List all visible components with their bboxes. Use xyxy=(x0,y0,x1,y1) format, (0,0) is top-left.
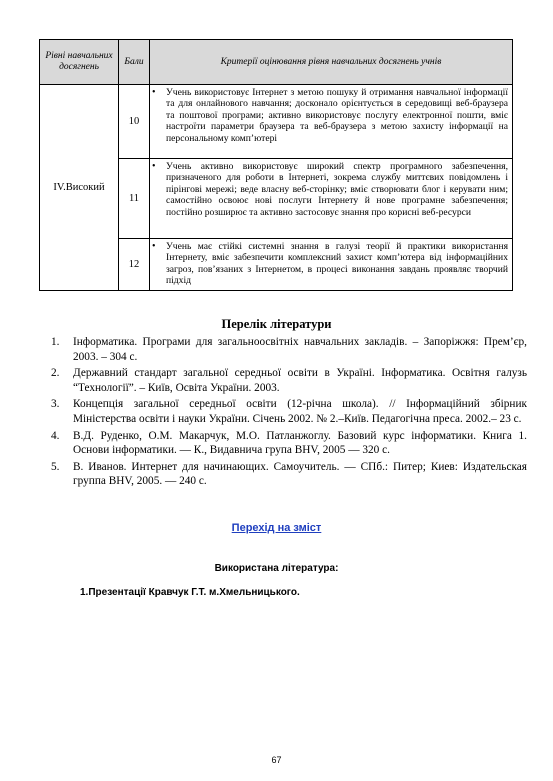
score-cell: 11 xyxy=(119,159,150,239)
criteria-text: Учень має стійкі системні знання в галузі теорії й практики використання Інтернету, вміє забезпечити комплексний захист комп’ютера від інформаційних загроз, пов’язаних з Інтернетом, в процесі виконання завдань проявляє творчий підхід xyxy=(166,241,508,287)
criteria-cell xyxy=(150,85,513,159)
list-item-text: В. Иванов. Интернет для начинающих. Самоучитель. — СПб.: Питер; Киев: Издательская группа BHV, 2005. — 240 с. xyxy=(73,460,527,488)
bullet-icon: • xyxy=(152,161,156,172)
page-number: 67 xyxy=(271,755,282,765)
list-item-text: Державний стандарт загальної середньої освіти в Україні. Інформатика. Освітня галузь “Технології”. – Київ, Освіта України. 2003. xyxy=(73,367,527,394)
score-cell: 12 xyxy=(119,239,150,291)
toc-link[interactable]: Перехід на зміст xyxy=(231,522,322,534)
list-item-number: 2. xyxy=(51,367,60,380)
list-item-number: 5. xyxy=(51,460,60,473)
header-criteria: Критерії оцінювання рівня навчальних досягнень учнів xyxy=(150,40,513,85)
list-item-number: 1. xyxy=(51,336,60,348)
header-level: Рівні навчальних досягнень xyxy=(40,40,119,85)
list-item xyxy=(51,429,527,458)
criteria-cell xyxy=(150,239,513,291)
table-header-row xyxy=(40,40,513,85)
table-row xyxy=(40,85,513,159)
list-item xyxy=(51,460,527,489)
level-cell: IV.Високий xyxy=(40,85,119,291)
bullet-icon: • xyxy=(152,241,156,252)
criteria-text: Учень використовує Інтернет з метою пошуку й отримання навчальної інформації та для онлайнового навчання; досконало орієнтується в середовищі веб-браузера та поштової програми; активно використовує послугу електронної пошти, вміє настроїти параметри браузера та веб-браузера з метою захисту інформації на персональному комп’ютері xyxy=(166,87,508,144)
used-literature-title: Використана література: xyxy=(214,563,339,574)
assessment-criteria-table xyxy=(39,39,513,291)
criteria-text: Учень активно використовує широкий спектр програмного забезпечення, призначеного для роботи в Інтернеті, зокрема службу миттєвих повідомлень і пірінгові мережі; веде власну веб-сторінку; вміє створювати блог і керувати ним; самостійно освоює нові послуги Інтернету й нове програмне забезпечення; постійно розширює та активно застосовує знання про корисні веб-ресурси xyxy=(166,161,508,218)
list-item xyxy=(51,366,527,395)
list-item-number: 4. xyxy=(51,429,60,442)
list-item-number: 3. xyxy=(51,398,60,411)
header-score: Бали xyxy=(119,40,150,85)
bullet-icon: • xyxy=(152,87,156,98)
used-literature-item: 1.Презентації Кравчук Г.Т. м.Хмельницького. xyxy=(80,587,300,598)
list-item xyxy=(51,335,527,364)
list-item-text: Концепція загальної середньої освіти (12-річна школа). // Інформаційний збірник Міністерства освіти і науки України. Січень 2002. № 2.–Київ. Педагогічна преса. 2002.– 23 с. xyxy=(73,398,527,425)
criteria-cell xyxy=(150,159,513,239)
list-item xyxy=(51,397,527,426)
score-cell: 10 xyxy=(119,85,150,159)
references-title: Перелік літератури xyxy=(221,317,332,331)
list-item-text: В.Д. Руденко, О.М. Макарчук, М.О. Патланжоглу. Базовий курс інформатики. Книга 1. Основи інформатики. — К., Видавнича група BHV, 2005 — 320 с. xyxy=(73,429,527,457)
references-list xyxy=(51,335,527,491)
list-item-text: Інформатика. Програми для загальноосвітніх навчальних закладів. – Запоріжжя: Прем’єр, 2003. – 304 с. xyxy=(73,336,527,363)
